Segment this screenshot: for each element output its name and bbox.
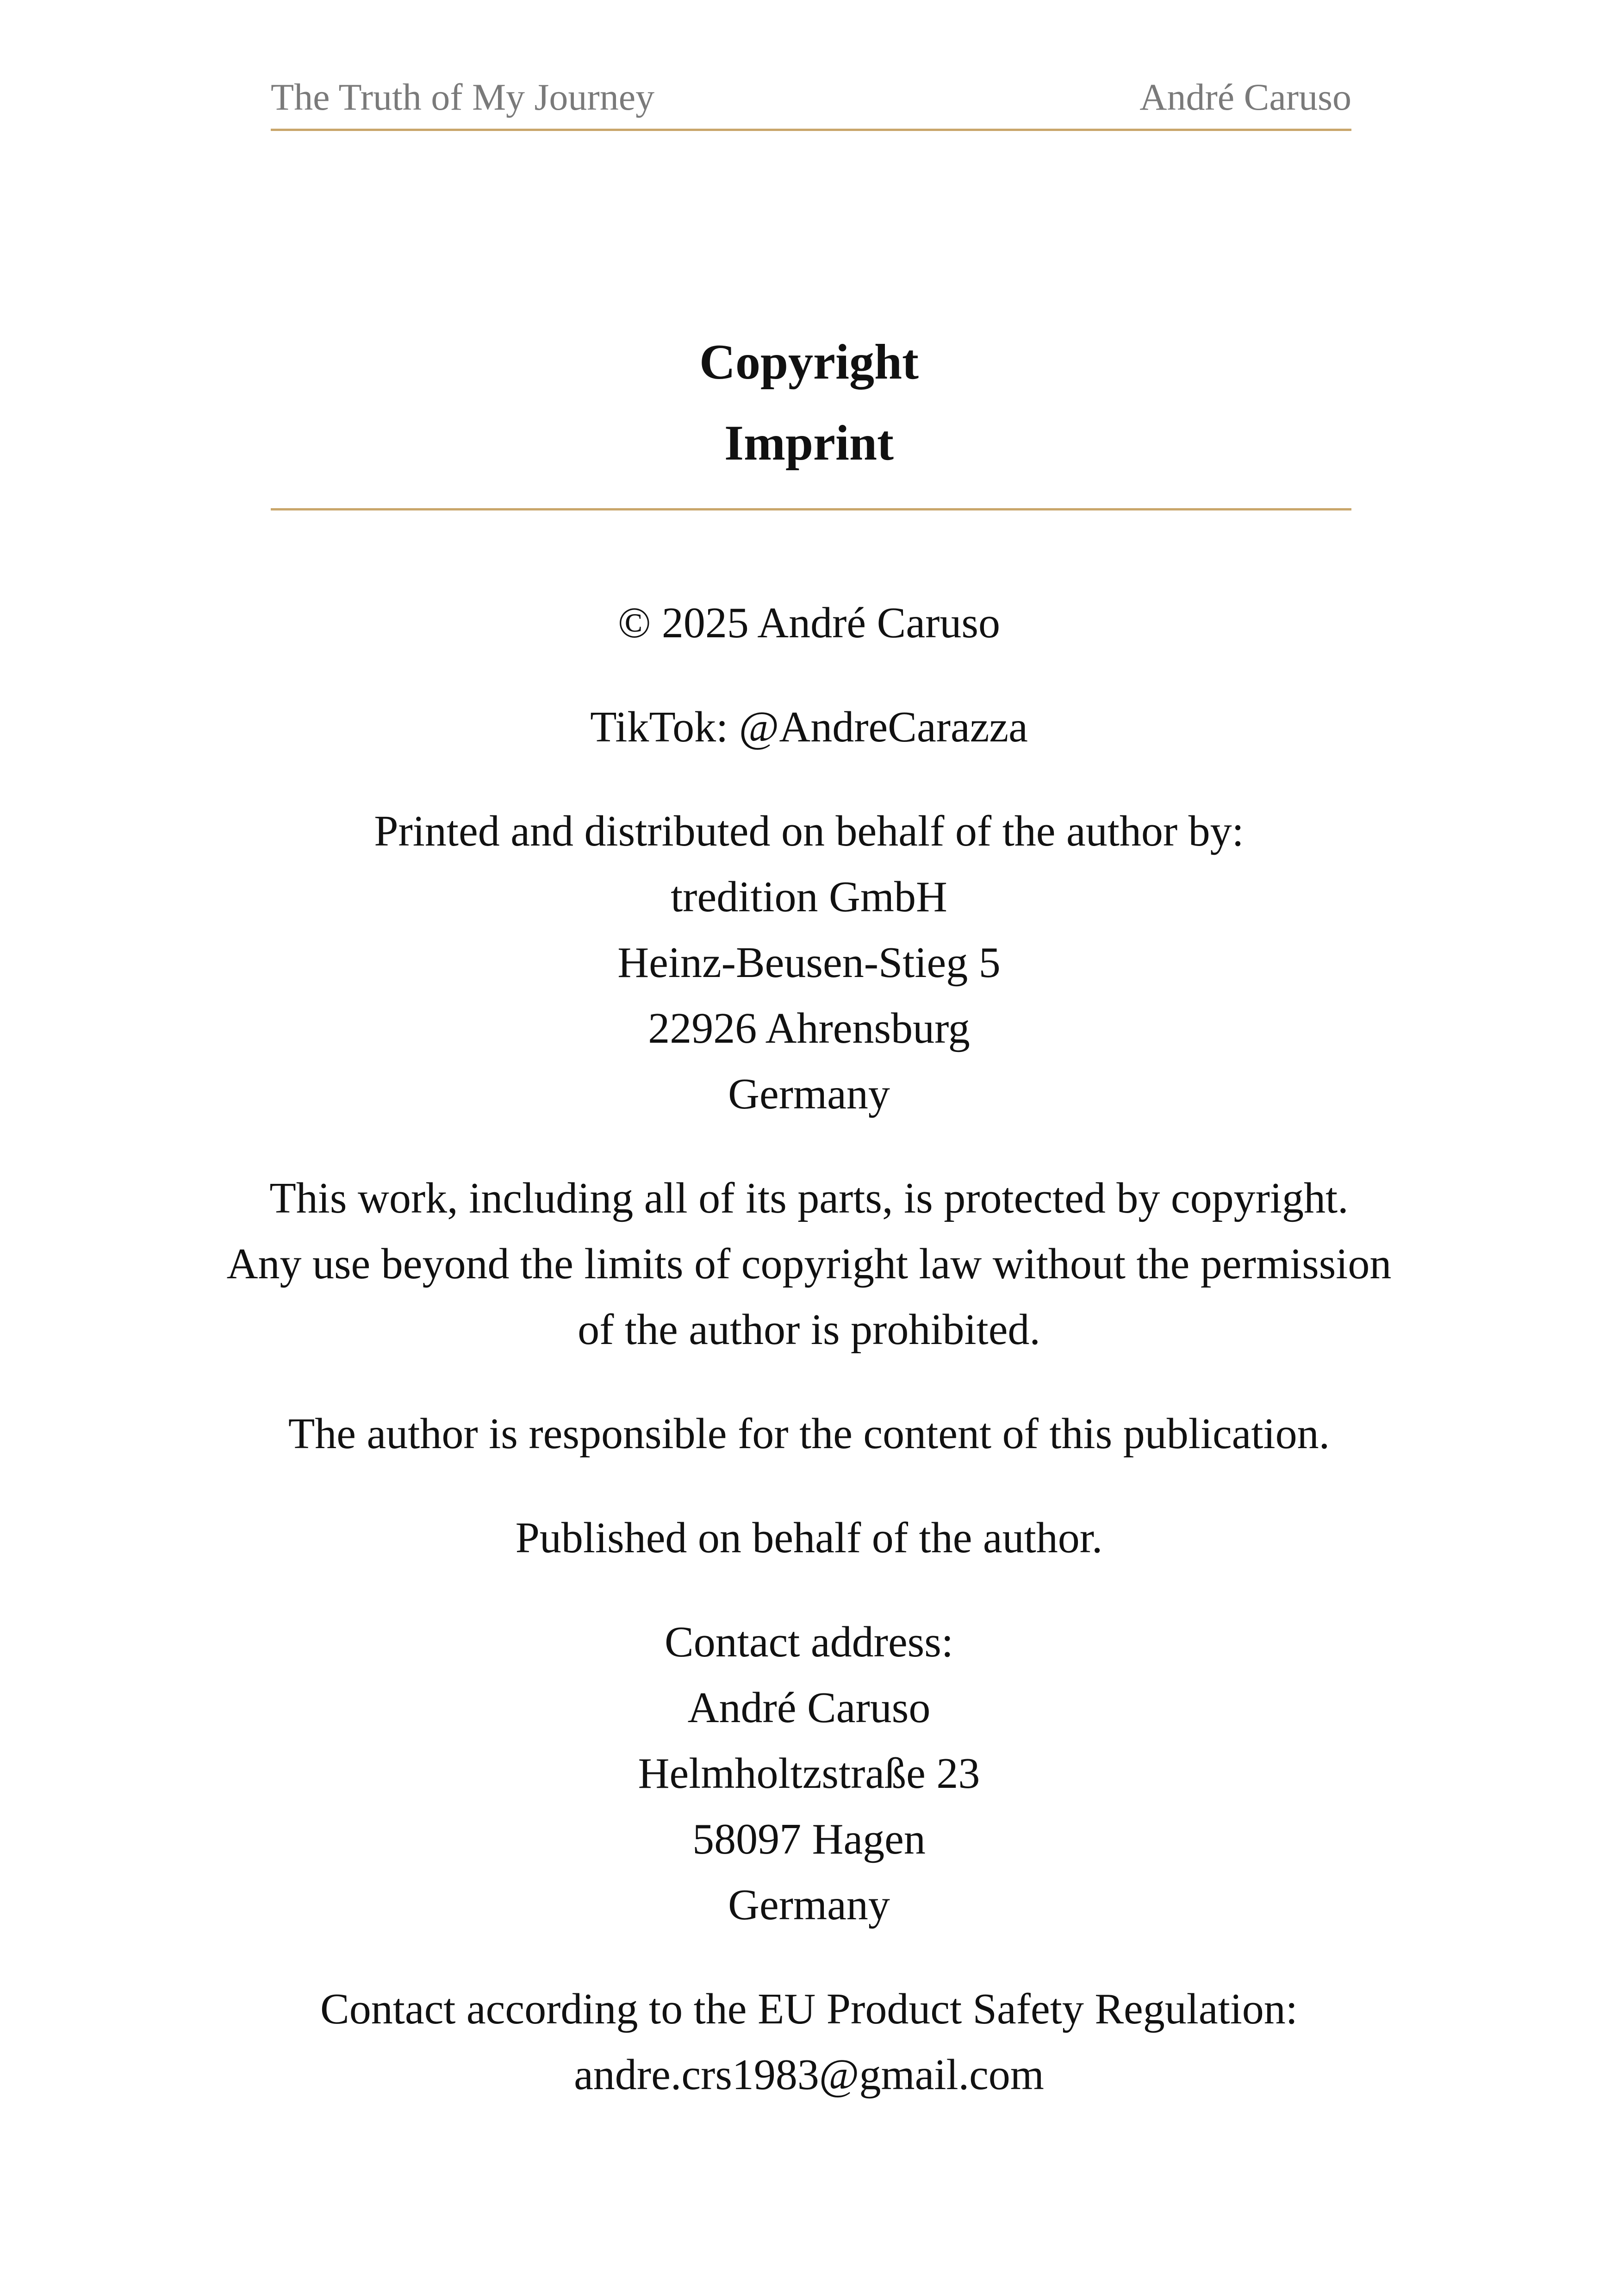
contact-address-block (0, 1609, 1618, 1938)
contact-city: 58097 Hagen (692, 1815, 926, 1863)
responsibility-line: The author is responsible for the content of this publication. (288, 1410, 1330, 1458)
publisher-intro: Printed and distributed on behalf of the author by: (374, 807, 1244, 855)
page-title-line-copyright: Copyright (699, 335, 919, 390)
contact-country: Germany (728, 1881, 890, 1929)
contact-email: andre.crs1983@gmail.com (574, 2051, 1044, 2099)
title-divider (271, 508, 1351, 510)
publisher-country: Germany (728, 1070, 890, 1118)
tiktok-line: TikTok: @AndreCarazza (590, 703, 1028, 751)
publication-line: Published on behalf of the author. (515, 1514, 1103, 1562)
protection-line-1: This work, including all of its parts, is protected by copyright. (269, 1174, 1349, 1222)
copyright-line: © 2025 André Caruso (618, 599, 1000, 647)
header-divider (271, 129, 1351, 131)
running-header-book-title: The Truth of My Journey (271, 76, 655, 118)
responsibility-notice (0, 1401, 1618, 1467)
imprint-body (0, 590, 1618, 2146)
protection-line-2: Any use beyond the limits of copyright law without the permission (226, 1240, 1392, 1288)
running-header-author: André Caruso (1139, 76, 1351, 118)
social-handle (0, 694, 1618, 760)
product-safety-label: Contact according to the EU Product Safety Regulation: (320, 1985, 1298, 2033)
contact-address-label: Contact address: (665, 1618, 953, 1666)
running-header (271, 69, 1351, 125)
publisher-name: tredition GmbH (671, 873, 947, 921)
protection-line-3: of the author is prohibited. (578, 1306, 1040, 1354)
product-safety-contact (0, 1976, 1618, 2108)
publisher-city: 22926 Ahrensburg (648, 1004, 970, 1052)
copyright-notice (0, 590, 1618, 656)
contact-name: André Caruso (687, 1684, 931, 1732)
page-title (0, 322, 1618, 484)
copyright-protection-notice (0, 1165, 1618, 1363)
contact-street: Helmholtzstraße 23 (638, 1749, 980, 1798)
publisher-street: Heinz-Beusen-Stieg 5 (617, 939, 1001, 987)
publication-notice (0, 1505, 1618, 1571)
page-title-line-imprint: Imprint (724, 416, 894, 471)
publisher-block (0, 798, 1618, 1127)
